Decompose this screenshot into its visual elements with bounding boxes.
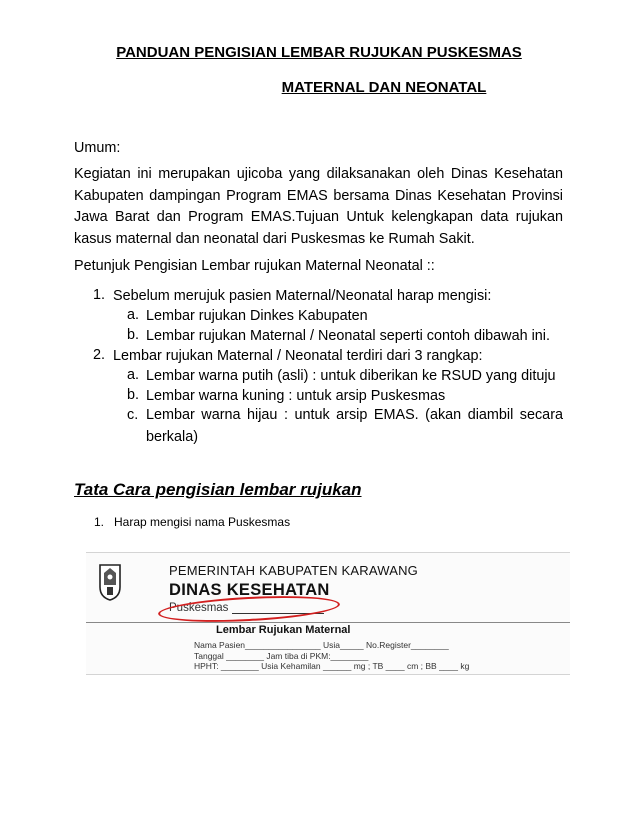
form-agency-label: DINAS KESEHATAN xyxy=(169,581,330,599)
sub-letter: a. xyxy=(127,307,140,323)
petunjuk-heading: Petunjuk Pengisian Lembar rujukan Maternal Neonatal :: xyxy=(74,258,435,274)
form-example-image xyxy=(86,552,570,675)
sub-letter: c. xyxy=(127,407,139,423)
form-row: HPHT: ________ Usia Kehamilan ______ mg ; TB ____ cm ; BB ____ kg xyxy=(194,661,470,671)
list-number: 1. xyxy=(93,287,106,303)
sub-item: Lembar rujukan Dinkes Kabupaten xyxy=(146,308,368,324)
list-item: Sebelum merujuk pasien Maternal/Neonatal harap mengisi: xyxy=(113,288,492,304)
section-heading: Tata Cara pengisian lembar rujukan xyxy=(74,480,362,499)
intro-paragraph: Kegiatan ini merupakan ujicoba yang dilaksanakan oleh Dinas Kesehatan Kabupaten dampingan Program EMAS bersama Dinas Kesehatan Provinsi Jawa Barat dan Program EMAS.Tujuan Untuk kelengkapan data rujukan kasus maternal dan neonatal dari Puskesmas ke Rumah Sakit. xyxy=(74,166,563,247)
form-government-label: PEMERINTAH KABUPATEN KARAWANG xyxy=(169,563,418,578)
form-row: Nama Pasien________________ Usia_____ No.Register________ xyxy=(194,640,449,650)
step-text: Harap mengisi nama Puskesmas xyxy=(114,515,291,529)
form-sheet-title: Lembar Rujukan Maternal xyxy=(216,624,351,636)
form-row: Tanggal ________ Jam tiba di PKM:________ xyxy=(194,650,369,661)
sub-letter: b. xyxy=(127,327,140,343)
sub-item: Lembar warna putih (asli) : untuk diberikan ke RSUD yang dituju xyxy=(146,368,556,384)
document-title: PANDUAN PENGISIAN LEMBAR RUJUKAN PUSKESMAS xyxy=(116,44,522,61)
sub-letter: a. xyxy=(127,367,140,383)
sub-item: Lembar warna kuning : untuk arsip Puskesmas xyxy=(146,388,446,404)
sub-item: Lembar warna hijau : untuk arsip EMAS. (akan diambil secara berkala) xyxy=(146,407,563,445)
document-subtitle: MATERNAL DAN NEONATAL xyxy=(281,79,487,96)
regency-emblem-icon xyxy=(98,563,122,601)
form-divider xyxy=(86,622,570,623)
sub-letter: b. xyxy=(127,387,140,403)
list-number: 2. xyxy=(93,347,106,363)
umum-label: Umum: xyxy=(74,140,121,156)
list-item: Lembar rujukan Maternal / Neonatal terdiri dari 3 rangkap: xyxy=(113,348,483,364)
sub-item: Lembar rujukan Maternal / Neonatal seperti contoh dibawah ini. xyxy=(146,328,550,344)
form-puskesmas-label: Puskesmas xyxy=(169,602,229,614)
step-number: 1. xyxy=(94,515,105,529)
form-fields xyxy=(194,640,469,672)
